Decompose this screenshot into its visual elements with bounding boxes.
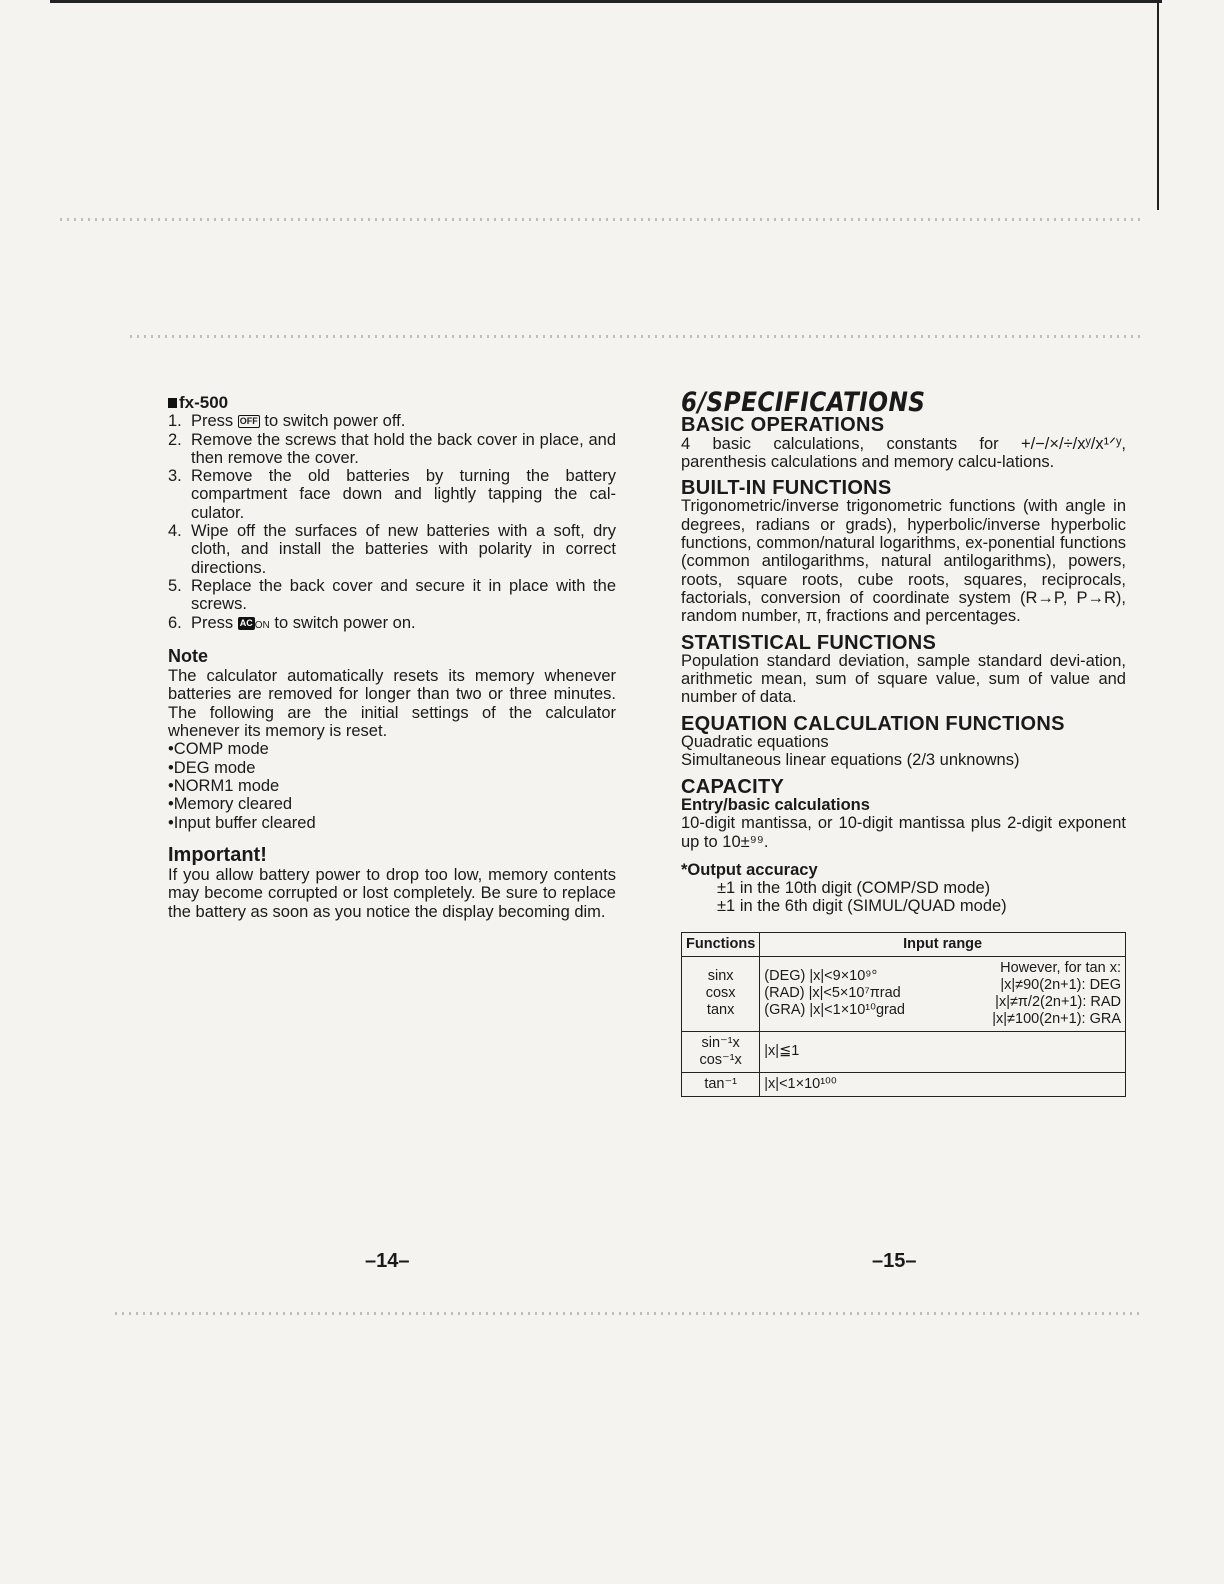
basic-operations-heading: BASIC OPERATIONS <box>681 414 885 437</box>
step-item: 4. Wipe off the surfaces of new batteries with a soft, dry cloth, and install the batteries with polarity in correct directions. <box>168 522 616 577</box>
scan-speckle <box>130 335 1140 338</box>
arctan-range-cell: |x|<1×10¹⁰⁰ <box>760 1072 1126 1096</box>
right-page <box>681 387 1126 1097</box>
default-settings-list <box>168 740 616 831</box>
table-row <box>682 1031 1126 1072</box>
chapter-title: 6/SPECIFICATIONS <box>681 387 926 418</box>
input-range-table <box>681 932 1126 1097</box>
important-text: If you allow battery power to drop too low, memory contents may become corrupted or lost completely. Be sure to replace the battery as soon as you notice the display becoming dim. <box>168 866 616 921</box>
inverse-trig-range-cell: |x|≦1 <box>760 1031 1126 1072</box>
list-item: • Input buffer cleared <box>168 814 616 832</box>
accuracy-line: ±1 in the 6th digit (SIMUL/QUAD mode) <box>717 897 1007 916</box>
table-row <box>682 956 1126 1031</box>
list-item: • NORM1 mode <box>168 777 616 795</box>
important-heading: Important! <box>168 843 267 866</box>
table-header-input-range: Input range <box>760 932 1126 956</box>
table-header-functions: Functions <box>682 932 760 956</box>
battery-steps <box>168 412 616 635</box>
model-heading: fx-500 <box>168 394 616 412</box>
capacity-heading: CAPACITY <box>681 775 785 798</box>
left-page <box>168 394 616 921</box>
note-text: The calculator automatically resets its memory whenever batteries are removed for longer than two or three minutes. The following are the initial settings of the calculator whenever its memory is reset. <box>168 667 616 741</box>
basic-operations-text: 4 basic calculations, constants for +/−/×/÷/xʸ/x¹ᐟʸ, parenthesis calculations and memory calcu-lations. <box>681 434 1126 471</box>
capacity-subheading: Entry/basic calculations <box>681 795 870 814</box>
off-key-icon: OFF <box>239 416 258 427</box>
statistical-functions-heading: STATISTICAL FUNCTIONS <box>681 631 937 654</box>
square-bullet-icon <box>168 398 177 408</box>
step-item: 2. Remove the screws that hold the back cover in place, and then remove the cover. <box>168 430 616 467</box>
list-item: • DEG mode <box>168 759 616 777</box>
page-number-right: –15– <box>872 1250 917 1272</box>
step-item: 1. Press OFF to switch power off. <box>168 412 406 431</box>
step-item: 3. Remove the old batteries by turning the battery compartment face down and lightly tapping the cal-culator. <box>168 467 616 522</box>
ac-key-icon: AC <box>239 617 253 628</box>
equation-line: Quadratic equations <box>681 733 829 752</box>
note-heading: Note <box>168 645 208 666</box>
trig-functions-cell: sinx cosx tanx <box>682 956 760 1031</box>
page-number-left: –14– <box>365 1250 410 1272</box>
table-header-row <box>682 932 1126 956</box>
builtin-functions-heading: BUILT-IN FUNCTIONS <box>681 477 892 500</box>
page-top-rule <box>50 0 1162 3</box>
equation-line: Simultaneous linear equations (2/3 unknowns) <box>681 751 1020 770</box>
step-item: 5. Replace the back cover and secure it in place with the screws. <box>168 576 616 614</box>
statistical-functions-text: Population standard deviation, sample standard devi-ation, arithmetic mean, sum of square value, sum of value and number of data. <box>681 651 1126 707</box>
capacity-text: 10-digit mantissa, or 10-digit mantissa plus 2-digit exponent up to 10±⁹⁹. <box>681 814 1126 851</box>
step-item: 6. Press AC ON to switch power on. <box>168 613 416 632</box>
table-row <box>682 1072 1126 1096</box>
scan-speckle <box>115 1312 1140 1315</box>
accuracy-line: ±1 in the 10th digit (COMP/SD mode) <box>717 879 991 898</box>
output-accuracy-heading: *Output accuracy <box>681 860 818 879</box>
inverse-trig-cell: sin⁻¹x cos⁻¹x <box>682 1031 760 1072</box>
trig-range-cell: (DEG) |x|<9×10⁹° (RAD) |x|<5×10⁷πrad (GRA) |x|<1×10¹⁰grad <box>760 956 950 1031</box>
list-item: • COMP mode <box>168 740 616 758</box>
scan-speckle <box>60 218 1140 221</box>
equation-functions-heading: EQUATION CALCULATION FUNCTIONS <box>681 712 1065 735</box>
arctan-cell: tan⁻¹ <box>682 1072 760 1096</box>
list-item: • Memory cleared <box>168 795 616 813</box>
tan-note-cell: However, for tan x: |x|≠90(2n+1): DEG |x|≠π/2(2n+1): RAD |x|≠100(2n+1): GRA <box>950 956 1125 1031</box>
page-right-rule <box>1157 0 1159 210</box>
builtin-functions-text: Trigonometric/inverse trigonometric functions (with angle in degrees, radians or grads), hyperbolic/inverse hyperbolic functions, common/natural logarithms, ex-ponential functions (common antilogarithms, natural antilogarithms), powers, roots, square roots, cube roots, squares, reciprocals, factorials, conversion of coordinate system (R→P, P→R), random number, π, fractions and percentages. <box>681 497 1126 626</box>
